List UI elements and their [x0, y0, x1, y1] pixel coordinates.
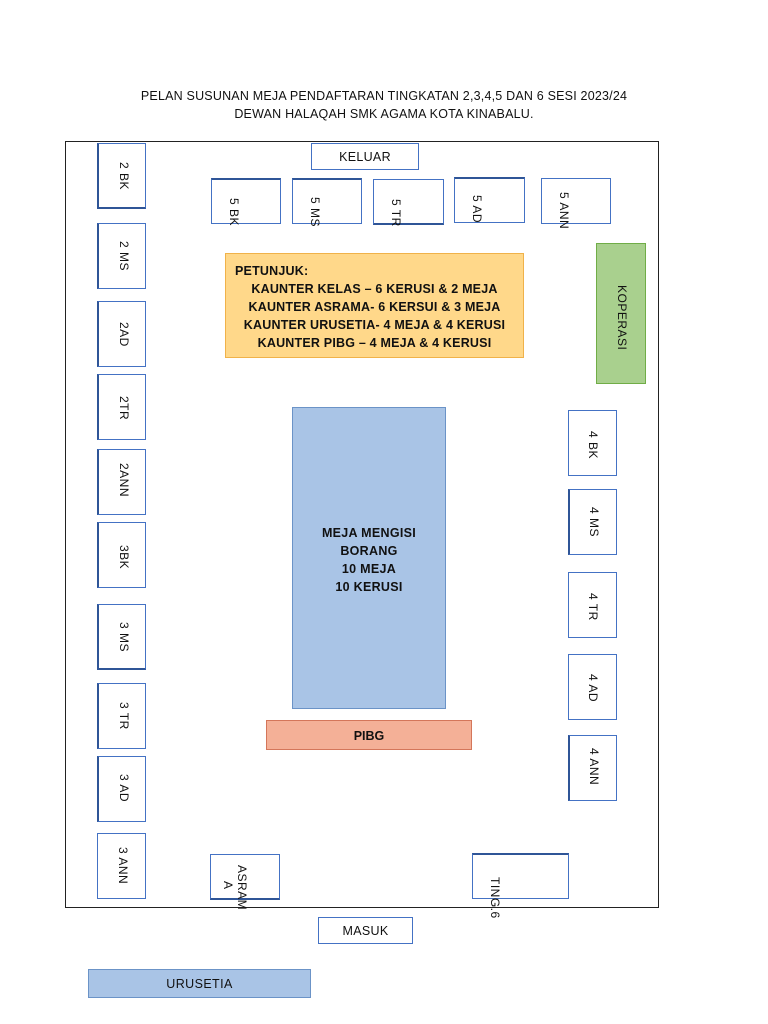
counter-ting6-label: TING.6: [488, 877, 502, 919]
counter-2-tr: [97, 374, 146, 440]
urusetia-counter: URUSETIA: [88, 969, 311, 998]
counter-3-tr-label: 3 TR: [117, 702, 131, 730]
counter-4-tr: [568, 572, 617, 638]
petunjuk-line: KAUNTER URUSETIA- 4 MEJA & 4 KERUSI: [243, 318, 506, 332]
counter-2-ad-label: 2AD: [117, 322, 131, 347]
entrance-masuk: [318, 917, 413, 944]
pibg-counter: PIBG: [266, 720, 472, 750]
counter-asrama-label-1: ASRAM: [235, 865, 249, 911]
counter-3-ad: [97, 756, 146, 822]
form-filling-line: MEJA MENGISI: [321, 526, 417, 540]
exit-keluar-label: KELUAR: [339, 150, 391, 164]
counter-4-ms-label: 4 MS: [587, 507, 601, 538]
petunjuk-note: [225, 253, 524, 358]
counter-2-ms: [97, 223, 146, 289]
counter-2-ms-label: 2 MS: [117, 241, 131, 272]
counter-3-ann-label: 3 ANN: [116, 847, 130, 885]
koperasi-area: [596, 243, 646, 384]
counter-2-ann: [97, 449, 146, 515]
entrance-masuk-label: MASUK: [342, 924, 389, 938]
petunjuk-line: KAUNTER ASRAMA- 6 KERSUI & 3 MEJA: [248, 300, 501, 314]
form-filling-line: 10 KERUSI: [335, 580, 403, 594]
counter-4-ms: [568, 489, 617, 555]
plan-title-line1: PELAN SUSUNAN MEJA PENDAFTARAN TINGKATAN 2,3,4,5 DAN 6 SESI 2023/24: [140, 89, 628, 103]
counter-4-bk: [568, 410, 617, 476]
petunjuk-heading: PETUNJUK:: [235, 264, 309, 278]
counter-5-ad: [454, 177, 525, 223]
form-filling-table: [292, 407, 446, 709]
counter-5-tr-label: 5 TR: [389, 199, 403, 227]
exit-keluar: [311, 143, 419, 170]
counter-asrama: [210, 854, 280, 911]
counter-3-bk: [97, 522, 146, 588]
counter-2-ann-label: 2ANN: [117, 463, 131, 498]
counter-4-bk-label: 4 BK: [586, 431, 600, 460]
counter-3-ms-label: 3 MS: [117, 622, 131, 653]
counter-2-tr-label: 2TR: [117, 396, 131, 421]
petunjuk-line: KAUNTER KELAS – 6 KERUSI & 2 MEJA: [251, 282, 498, 296]
form-filling-line: BORANG: [340, 544, 398, 558]
counter-4-ann-label: 4 ANN: [587, 748, 601, 786]
plan-title-line2: DEWAN HALAQAH SMK AGAMA KOTA KINABALU.: [234, 107, 534, 121]
counter-ting6: [472, 853, 569, 919]
counter-5-ann-label: 5 ANN: [557, 192, 571, 230]
counter-2-bk: [97, 143, 146, 209]
counter-4-ann: [568, 735, 617, 801]
counter-5-bk-label: 5 BK: [227, 198, 241, 227]
counter-3-ann: [97, 833, 146, 899]
counter-4-ad-label: 4 AD: [586, 674, 600, 703]
counter-asrama-label-2: A: [221, 881, 235, 890]
counter-4-ad: [568, 654, 617, 720]
counter-5-tr: [373, 179, 444, 225]
counter-4-tr-label: 4 TR: [586, 593, 600, 621]
form-filling-line: 10 MEJA: [341, 562, 397, 576]
counter-2-ad: [97, 301, 146, 367]
counter-3-bk-label: 3BK: [117, 545, 131, 570]
counter-5-bk: [211, 178, 281, 227]
counter-2-bk-label: 2 BK: [117, 162, 131, 191]
counter-5-ms: [292, 178, 362, 228]
counter-3-tr: [97, 683, 146, 749]
counter-5-ann: [541, 178, 611, 230]
petunjuk-line: KAUNTER PIBG – 4 MEJA & 4 KERUSI: [257, 336, 492, 350]
koperasi-label: KOPERASI: [615, 285, 629, 351]
counter-3-ad-label: 3 AD: [117, 774, 131, 803]
counter-5-ms-label: 5 MS: [308, 197, 322, 228]
counter-3-ms: [97, 604, 146, 670]
counter-5-ad-label: 5 AD: [470, 195, 484, 224]
